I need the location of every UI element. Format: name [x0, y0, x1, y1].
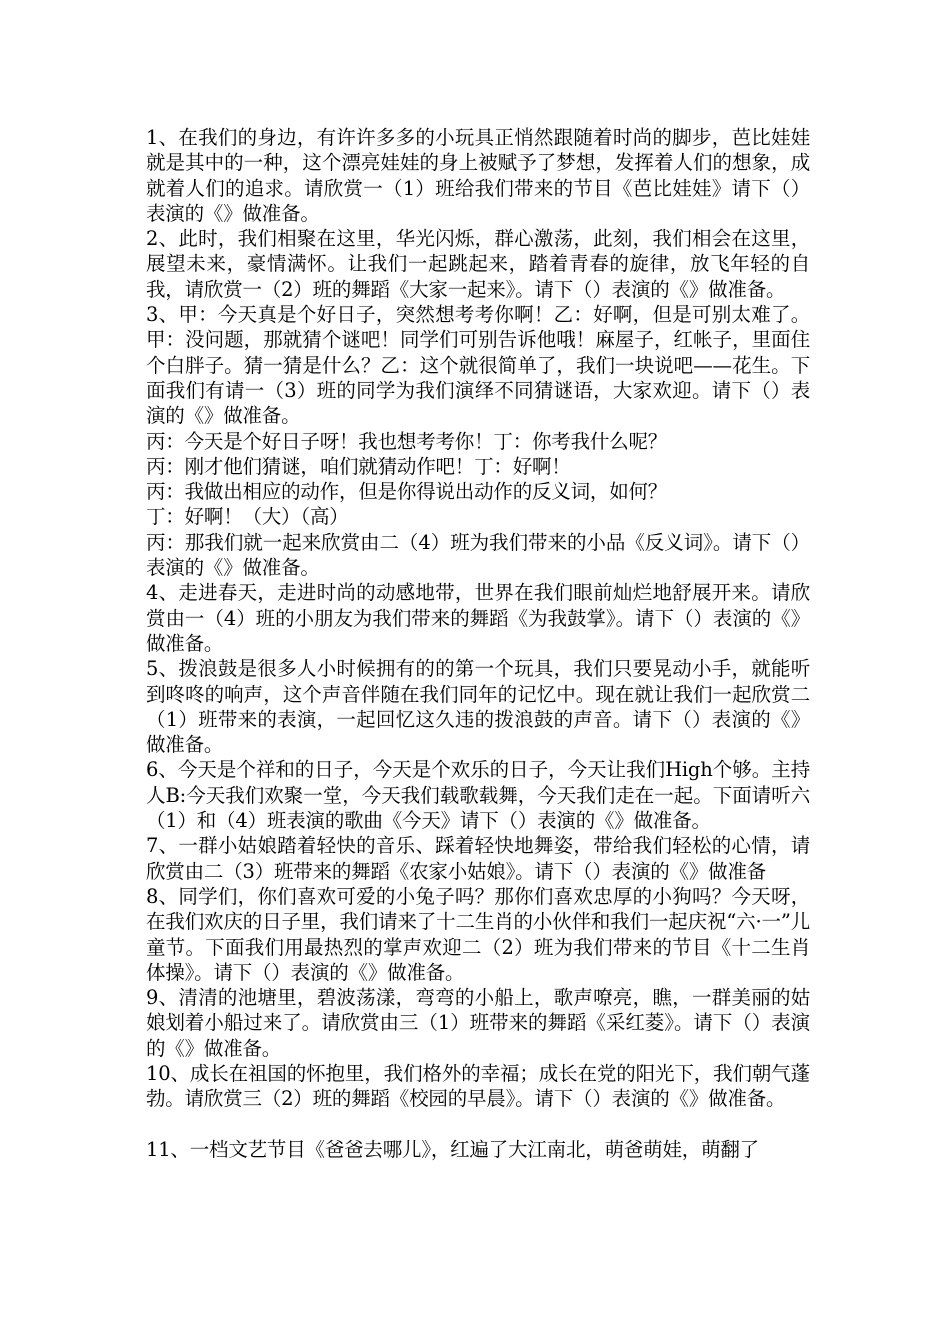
paragraph-6: 6、今天是个祥和的日子，今天是个欢乐的日子，今天让我们High个够。主持人B:今天我们欢聚一堂，今天我们载歌载舞，今天我们走在一起。下面请听六（1）和（4）班表演的歌曲《今天》请下（）表演的《》做准备。	[146, 758, 810, 833]
dialogue-line-1: 丙：今天是个好日子呀！我也想考考你！丁：你考我什么呢？	[146, 429, 668, 453]
paragraph-3: 3、甲：今天真是个好日子，突然想考考你啊！乙：好啊，但是可别太难了。甲：没问题，那就猜个谜吧！同学们可别告诉他哦！麻屋子，红帐子，里面住个白胖子。猜一猜是什么？乙：这个就很简单了，我们一块说吧——花生。下面我们有请一（3）班的同学为我们演绎不同猜谜语，大家欢迎。请下（）表演的《》做准备。	[146, 303, 810, 428]
dialogue-line-3: 丙：我做出相应的动作，但是你得说出动作的反义词，如何？	[146, 480, 668, 504]
paragraph-10: 10、成长在祖国的怀抱里，我们格外的幸福；成长在党的阳光下，我们朝气蓬勃。请欣赏三（2）班的舞蹈《校园的早晨》。请下（）表演的《》做准备。	[146, 1061, 810, 1111]
paragraph-8: 8、同学们，你们喜欢可爱的小兔子吗？那你们喜欢忠厚的小狗吗？今天呀，在我们欢庆的日子里，我们请来了十二生肖的小伙伴和我们一起庆祝“六·一”儿童节。下面我们用最热烈的掌声欢迎二（2）班为我们带来的节目《十二生肖体操》。请下（）表演的《》做准备。	[146, 884, 810, 984]
blank-line	[146, 1112, 810, 1137]
paragraph-4: 4、走进春天，走进时尚的动感地带，世界在我们眼前灿烂地舒展开来。请欣赏由一（4）班的小朋友为我们带来的舞蹈《为我鼓掌》。请下（）表演的《》做准备。	[146, 581, 810, 655]
dialogue-line-5: 丙：那我们就一起来欣赏由二（4）班为我们带来的小品《反义词》。请下（）表演的《》做准备。	[146, 530, 810, 580]
document-body	[146, 125, 810, 1162]
dialogue-line-4: 丁：好啊！（大）（高）	[146, 505, 349, 529]
dialogue-line-2: 丙：刚才他们猜谜，咱们就猜动作吧！丁：好啊！	[146, 454, 571, 478]
paragraph-9: 9、清清的池塘里，碧波荡漾，弯弯的小船上，歌声嘹亮，瞧，一群美丽的姑娘划着小船过来了。请欣赏由三（1）班带来的舞蹈《采红菱》。请下（）表演的《》做准备。	[146, 986, 810, 1060]
paragraph-2: 2、此时，我们相聚在这里，华光闪烁，群心激荡，此刻，我们相会在这里，展望未来，豪情满怀。让我们一起跳起来，踏着青春的旋律，放飞年轻的自我，请欣赏一（2）班的舞蹈《大家一起来》。请下（）表演的《》做准备。	[146, 227, 810, 301]
paragraph-5: 5、拨浪鼓是很多人小时候拥有的的第一个玩具，我们只要晃动小手，就能听到咚咚的响声，这个声音伴随在我们同年的记忆中。现在就让我们一起欣赏二（1）班带来的表演，一起回忆这久违的拨浪鼓的声音。请下（）表演的《》做准备。	[146, 657, 810, 757]
paragraph-11: 11、一档文艺节目《爸爸去哪儿》，红遍了大江南北，萌爸萌娃，萌翻了	[146, 1137, 759, 1161]
paragraph-7: 7、一群小姑娘踏着轻快的音乐、踩着轻快地舞姿，带给我们轻松的心情，请欣赏由二（3）班带来的舞蹈《农家小姑娘》。请下（）表演的《》做准备	[146, 834, 810, 883]
paragraph-1: 1、在我们的身边，有许许多多的小玩具正悄然跟随着时尚的脚步，芭比娃娃就是其中的一种，这个漂亮娃娃的身上被赋予了梦想，发挥着人们的想象，成就着人们的追求。请欣赏一（1）班给我们带来的节目《芭比娃娃》请下（）表演的《》做准备。	[146, 126, 810, 225]
